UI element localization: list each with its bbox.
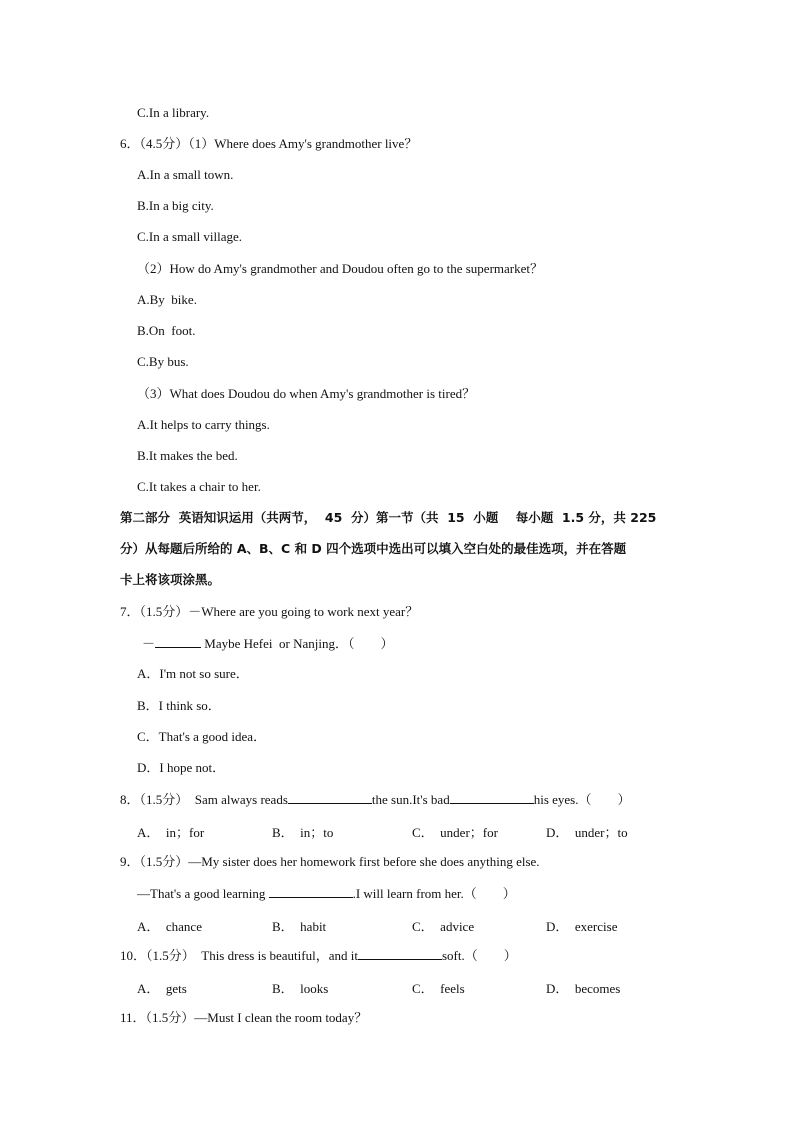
- q7-option-c: C．That's a good idea．: [137, 729, 267, 744]
- q10-option-a: A． gets: [137, 981, 187, 996]
- q9-blank: [269, 885, 353, 898]
- q6-2-stem: （2）How do Amy's grandmother and Doudou often go to the supermarket？: [137, 261, 543, 276]
- part2-heading-line2: 分）从每题后所给的 A、B、C 和 D 四个选项中选出可以填入空白处的最佳选项，并在答题: [120, 541, 627, 556]
- q9-line2-post: .I will learn from her.（ ）: [352, 886, 516, 901]
- q6-1-option-c: C.In a small village.: [137, 229, 243, 244]
- q8-stem-pre: 8．（1.5分） Sam always reads: [120, 792, 288, 807]
- q10-stem-pre: 10．（1.5分） This dress is beautiful，and it: [120, 948, 358, 963]
- q6-3-option-b: B.It makes the bed.: [137, 448, 238, 463]
- q9-line2: [137, 885, 516, 902]
- q8-stem-mid: the sun.It's bad: [371, 792, 450, 807]
- q7-option-a: A．I'm not so sure．: [137, 666, 249, 681]
- q8-blank-1: [288, 791, 372, 804]
- q7-line2: [142, 635, 393, 652]
- q10-stem-post: soft.（ ）: [441, 948, 517, 963]
- q8-option-d: D． under；to: [546, 825, 628, 840]
- q10-option-c: C． feels: [412, 981, 465, 996]
- q7-stem: 7．（1.5分）－Where are you going to work next year？: [120, 604, 419, 619]
- q9-option-b: B． habit: [272, 919, 327, 934]
- q7-line2-text: Maybe Hefei or Nanjing．（ ）: [201, 636, 394, 651]
- q5-option-c: C.In a library.: [137, 105, 210, 120]
- q8-option-c: C． under；for: [412, 825, 498, 840]
- q10-option-d: D． becomes: [546, 981, 621, 996]
- q9-stem: 9．（1.5分）—My sister does her homework first before she does anything else.: [120, 854, 540, 869]
- q6-2-option-a: A.By bike.: [137, 292, 197, 307]
- q8-blank-2: [450, 791, 534, 804]
- q7-blank: [155, 635, 201, 648]
- q6-3-option-c: C.It takes a chair to her.: [137, 479, 261, 494]
- q10-blank: [358, 947, 442, 960]
- q7-option-d: D．I hope not．: [137, 760, 226, 775]
- q9-option-d: D． exercise: [546, 919, 618, 934]
- q10-stem: [120, 947, 517, 964]
- q6-2-option-c: C.By bus.: [137, 354, 189, 369]
- q11-stem: 11．（1.5分）—Must I clean the room today？: [120, 1010, 368, 1025]
- part2-heading-line1: 第二部分 英语知识运用（共两节， 45 分）第一节（共 15 小题 每小题 1.5 分，共 225: [120, 510, 657, 525]
- q10-option-b: B． looks: [272, 981, 329, 996]
- q8-option-b: B． in；to: [272, 825, 334, 840]
- q7-dash: －: [142, 636, 156, 651]
- q7-option-b: B．I think so．: [137, 698, 221, 713]
- q6-stem: 6．（4.5分）（1）Where does Amy's grandmother live？: [120, 136, 418, 151]
- q8-option-a: A． in；for: [137, 825, 205, 840]
- q9-option-a: A． chance: [137, 919, 202, 934]
- q6-1-option-b: B.In a big city.: [137, 198, 214, 213]
- q6-3-stem: （3）What does Doudou do when Amy's grandmother is tired？: [137, 386, 476, 401]
- q6-2-option-b: B.On foot.: [137, 323, 196, 338]
- q9-line2-pre: —That's a good learning: [137, 886, 269, 901]
- q6-3-option-a: A.It helps to carry things.: [137, 417, 270, 432]
- q8-stem-post: his eyes.（ ）: [533, 792, 631, 807]
- q6-1-option-a: A.In a small town.: [137, 167, 234, 182]
- q9-option-c: C． advice: [412, 919, 475, 934]
- q8-stem: [120, 791, 630, 808]
- part2-heading-line3: 卡上将该项涂黑。: [120, 572, 221, 587]
